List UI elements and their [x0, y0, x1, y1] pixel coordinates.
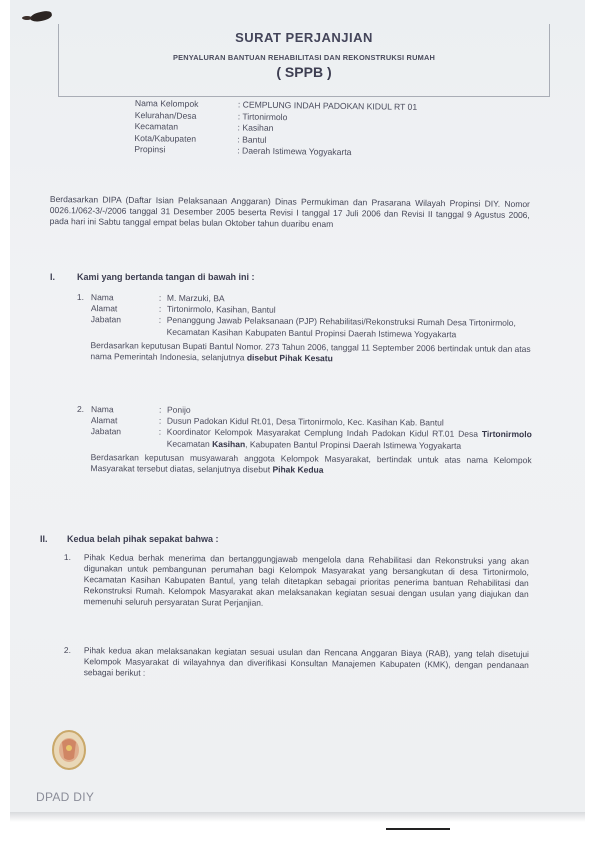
field-label: Jabatan — [90, 426, 122, 437]
party-address: Tirtonirmolo, Kasihan, Bantul — [166, 303, 276, 315]
section-2-heading — [40, 534, 219, 544]
field-label: Nama — [90, 292, 114, 303]
section-number: I. — [50, 272, 56, 282]
info-value: : CEMPLUNG INDAH PADOKAN KIDUL RT 01 — [237, 99, 418, 112]
party-basis-text: Berdasarkan keputusan Bupati Bantul Nomor. 273 Tahun 2006, tanggal 11 September 2006 bertindak untuk dan atas nama Pemerintah Indonesia, selanjutnya — [90, 339, 531, 363]
ink-blot-small — [22, 16, 32, 20]
agreement-item — [64, 552, 529, 612]
party-position: Penanggung Jawab Pelaksanaan (PJP) Rehabilitasi/Rekonstruksi Rumah Desa Tirtonirmolo, Kecamatan Kasihan Kabupaten Bantul Propinsi Daerah Istimewa Yogyakarta — [166, 315, 516, 339]
info-label: Kelurahan/Desa — [134, 109, 197, 121]
document-title: SURAT PERJANJIAN — [235, 30, 373, 45]
info-label: Kota/Kabupaten — [134, 132, 197, 144]
field-label: Alamat — [90, 303, 118, 314]
group-info — [134, 98, 417, 160]
party-name: M. Marzuki, BA — [166, 292, 225, 304]
position-district: Kasihan — [212, 438, 246, 449]
party-designation: Pihak Kedua — [272, 464, 324, 475]
party-address: Dusun Padokan Kidul Rt.01, Desa Tirtonirmolo, Kec. Kasihan Kab. Bantul — [166, 415, 444, 428]
watermark-text: DPAD DIY — [36, 790, 95, 804]
party-two: 2. Nama : Ponijo Alamat : Dusun Padokan Kidul Rt.01, Desa Tirtonirmolo, Kec. Kasihan Kab. Bantul Jabatan : Koordinator Kelompok Masyarakat Cemplung Indah Padokan Kidul RT.01 Desa Tirtonirmolo Kecamatan Kasihan, Kabupaten Bantul Propinsi Daerah Istimewa Yogyakarta Berdasarkan keputusan musyawarah anggota Kelompok Masyarakat, bertindak untuk atas nama Kelompok Masyarakat tersebut diatas, selanjutnya disebut Pihak Kedua — [77, 404, 532, 477]
party-position — [167, 427, 532, 452]
item-text: Pihak Kedua berhak menerima dan bertanggungjawab mengelola dana Rehabilitasi dan Rekonstruksi yang akan digunakan untuk pembangunan perumahan bagi Kelompok Masyarakat yang bersangkutan di desa Tirtonirmolo, Kecamatan Kasihan Kabupaten Bantul, yang telah ditetapkan sebagai prioritas penerima bantuan Rehabilitasi dan Rekonstruksi Rumah. Kelompok Masyarakat akan melaksanakan kegiatan sesuai dengan usulan yang diajukan dan memenuhi seluruh persyaratan Surat Perjanjian. — [83, 552, 529, 609]
title-box — [58, 24, 550, 97]
position-text: Koordinator Kelompok Masyarakat Cemplung Indah Padokan Kidul RT.01 Desa — [166, 427, 479, 440]
party-basis-text: Berdasarkan keputusan musyawarah anggota Kelompok Masyarakat, bertindak untuk atas nama Kelompok Masyarakat tersebut diatas, selanjutnya disebut — [90, 451, 532, 475]
item-number: 1. — [63, 552, 71, 563]
archive-seal-icon — [50, 728, 88, 772]
position-text: Kecamatan — [166, 438, 210, 449]
intro-paragraph: Berdasarkan DIPA (Daftar Isian Pelaksanaan Anggaran) Dinas Permukiman dan Prasarana Wilayah Propinsi DIY. Nomor 0026.1/062-3/-/2006 tanggal 31 Desember 2005 beserta Revisi I tanggal 17 Juli 2006 dan Revisi II tanggal 9 Agustus 2006, pada hari ini Sabtu tanggal empat belas bulan Oktober tahun duaribu enam — [49, 194, 530, 230]
info-label: Propinsi — [134, 144, 166, 155]
party-one: 1. Nama : M. Marzuki, BA Alamat : Tirtonirmolo, Kasihan, Bantul Jabatan : Penanggung Jawab Pelaksanaan (PJP) Rehabilitasi/Rekonstruksi Rumah Desa Tirtonirmolo, Kecamatan Kasihan Kabupaten Bantul Propinsi Daerah Istimewa Yogyakarta Berdasarkan keputusan Bupati Bantul Nomor. 273 Tahun 2006, tanggal 11 September 2006 bertindak untuk dan atas nama Pemerintah Indonesia, selanjutnya disebut Pihak Kesatu — [76, 292, 532, 366]
position-village: Tirtonirmolo — [481, 429, 532, 440]
section-number: II. — [40, 534, 48, 544]
footer-line — [386, 828, 450, 830]
party-designation: disebut Pihak Kesatu — [246, 352, 333, 364]
document-subtitle: PENYALURAN BANTUAN REHABILITASI DAN REKONSTRUKSI RUMAH — [172, 53, 436, 62]
section-title: Kami yang bertanda tangan di bawah ini : — [77, 272, 255, 282]
agreement-item — [64, 645, 529, 682]
section-1-heading — [50, 272, 255, 282]
item-text: Pihak kedua akan melaksanakan kegiatan sesuai usulan dan Rencana Anggaran Biaya (RAB), yang telah disetujui Kelompok Masyarakat di wilayahnya dan diverifikasi Konsultan Manajemen Kabupaten (KMK), dengan pendanaan sebagai berikut : — [83, 645, 529, 678]
info-value: : Bantul — [237, 134, 267, 145]
party-number: 2. — [76, 404, 85, 415]
info-label: Nama Kelompok — [134, 98, 199, 109]
info-label: Kecamatan — [134, 121, 179, 132]
field-label: Alamat — [90, 415, 118, 426]
party-name: Ponijo — [166, 404, 191, 415]
field-label: Jabatan — [90, 314, 122, 325]
party-basis — [76, 340, 531, 366]
page-shadow — [10, 812, 585, 822]
party-number: 1. — [76, 292, 85, 303]
document-abbreviation: ( SPPB ) — [276, 64, 332, 80]
position-text: , Kabupaten Bantul Propinsi Daerah Istimewa Yogyakarta — [245, 438, 462, 451]
info-value: : Daerah Istimewa Yogyakarta — [237, 145, 352, 158]
info-value: : Tirtonirmolo — [237, 111, 288, 122]
info-value: : Kasihan — [237, 122, 274, 134]
party-basis — [77, 452, 532, 478]
field-label: Nama — [90, 404, 114, 415]
section-title: Kedua belah pihak sepakat bahwa : — [67, 534, 219, 544]
item-number: 2. — [63, 645, 71, 656]
